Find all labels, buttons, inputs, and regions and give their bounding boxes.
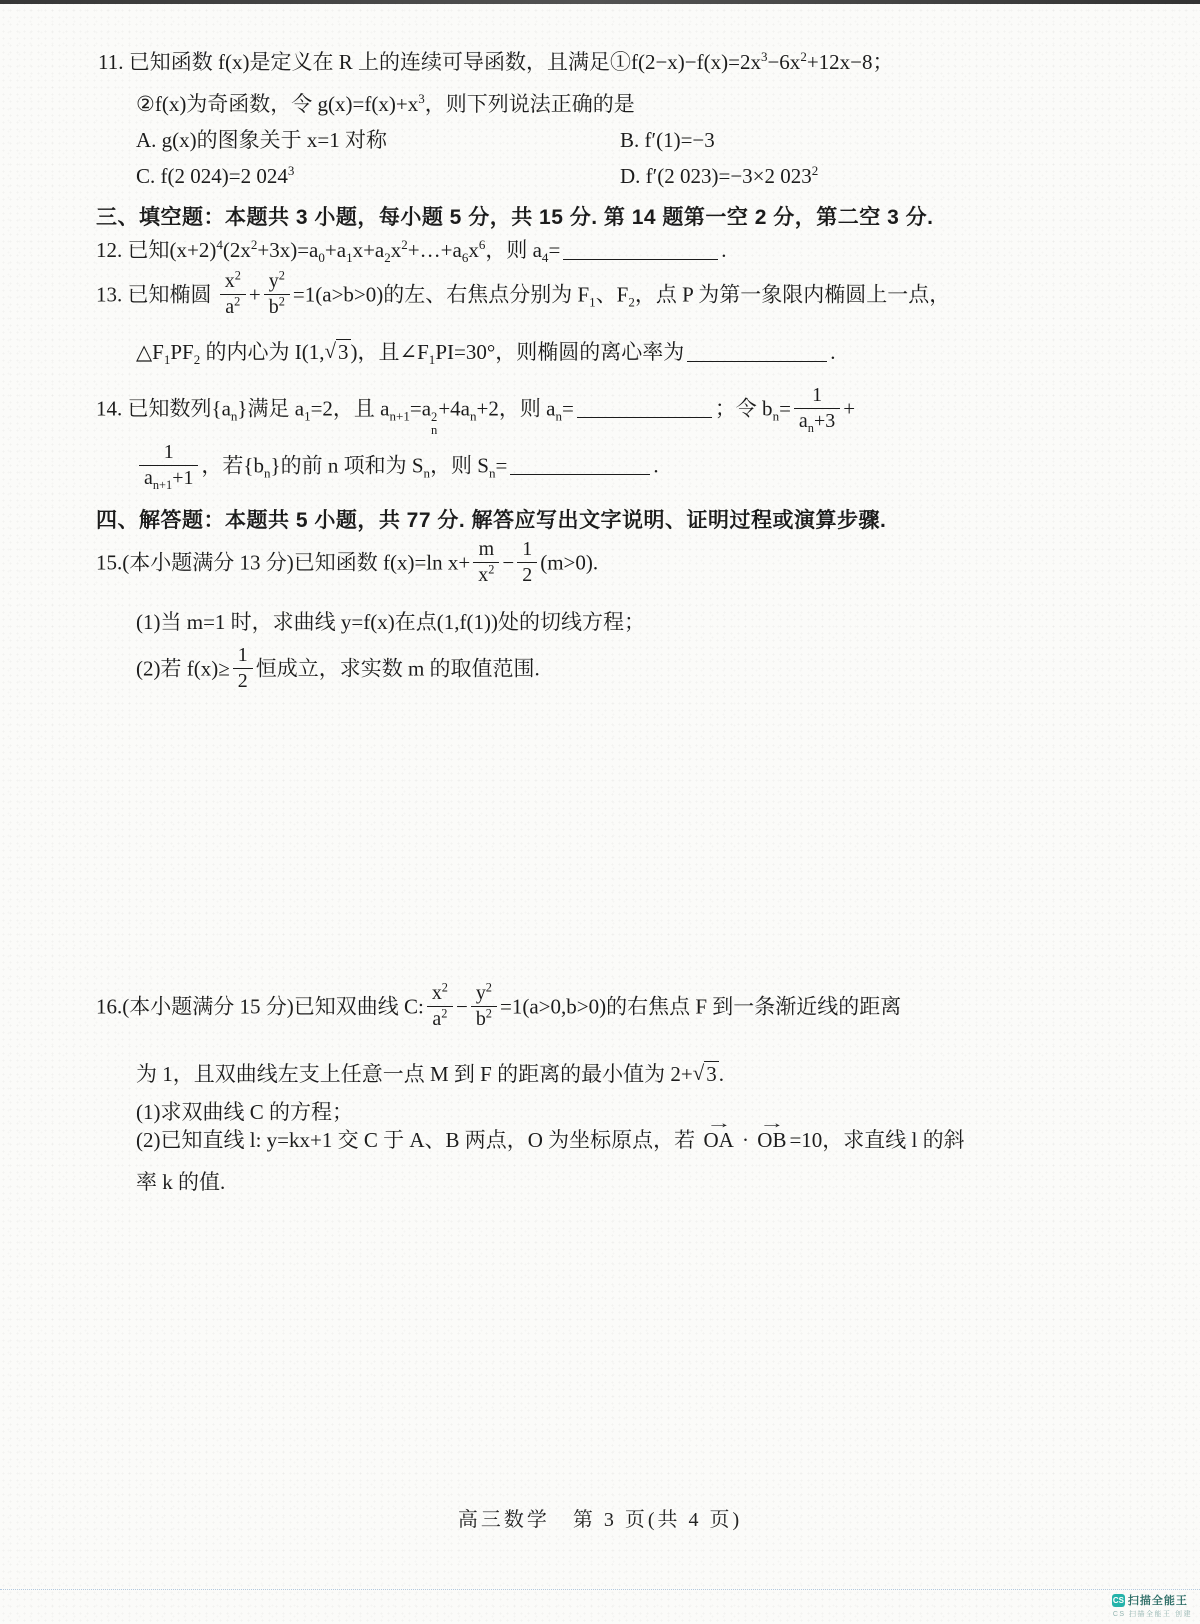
- subscript: n: [772, 408, 780, 424]
- superscript: 2: [234, 294, 241, 309]
- fraction-denominator: $a^2$: [432, 1006, 448, 1030]
- vector-with-arrow: OB →: [757, 1126, 786, 1155]
- camscanner-watermark: [1112, 1592, 1192, 1619]
- q11-option-d: D. f′(2 023)=−3×2 $023^2$: [620, 163, 819, 188]
- fraction-numerator: $x^2$: [220, 270, 246, 295]
- radicand: 3: [338, 340, 349, 364]
- q16-line-1: 16.(本小题满分 15 分)已知双曲线 C: $\frac{x^2}{a^2}$ − $\frac{y^2}{b^2}$ =1(a>0,b>0)的右焦点 F 到一条渐近线的距离: [96, 980, 902, 1030]
- fraction-numerator: 1: [517, 538, 537, 563]
- q15-part-1: (1)当 m=1 时，求曲线 y=f(x)在点(1,f(1))处的切线方程；: [136, 610, 645, 634]
- subscript: 1: [304, 408, 311, 424]
- vector-with-arrow: OA →: [703, 1126, 733, 1155]
- fraction-denominator: $a_n+3$: [798, 409, 836, 435]
- subscript: 1: [163, 352, 171, 368]
- subscript: n: [807, 420, 814, 435]
- superscript: 4: [216, 237, 223, 252]
- square-root: [324, 340, 350, 364]
- q15-part-2: (2)若 f(x)≥ $\frac{1}{2}$ 恒成立，求实数 m 的取值范围.: [136, 644, 540, 692]
- fraction-denominator: $b^2$: [475, 1006, 492, 1030]
- superscript: 3: [287, 163, 295, 178]
- q11-line-1: 11. 已知函数 f(x)是定义在 R 上的连续可导函数，且满足$①f(2-x)-f(x)=2x^3-6x^2+12x-8$；: [98, 49, 894, 74]
- subscript: 1: [346, 250, 353, 266]
- stacked-superscript: 2: [431, 409, 438, 424]
- fraction-denominator: $a^2$: [225, 294, 241, 318]
- q11-option-b: B. f′(1)=−3: [620, 128, 715, 152]
- q14-line-2: $\frac{1}{a_{n+1}+1}$ ，若$\{b_n\}$的前 n 项和为 $S_n$，则 $S_n=$ .: [136, 443, 659, 492]
- watermark-subtext: CS 扫描全能王 创建: [1112, 1611, 1192, 1618]
- watermark-app-name: 扫描全能王: [1127, 1595, 1188, 1607]
- q13-line-1: 13. 已知椭圆 $\frac{x^2}{a^2}$ + $\frac{y^2}{b^2}$ =1(a>b>0)的左、右焦点分别为 $F_1$、$F_2$，点 P 为第一象限内椭圆上一点，: [96, 268, 951, 318]
- subscript: 4: [541, 250, 549, 266]
- superscript: 2: [234, 268, 241, 283]
- q13-line-2: $\triangle F_1PF_2$ 的内心为 I(1,√3)，且$\angle F_1PI=30^\circ$，则椭圆的离心率为 .: [136, 339, 836, 368]
- stacked-subscript: n: [431, 423, 438, 438]
- answer-blank: [563, 255, 718, 260]
- stacked-sub-sup: [431, 411, 437, 437]
- superscript: 2: [401, 237, 408, 252]
- q16-part-1: (1)求双曲线 C 的方程；: [136, 1100, 353, 1124]
- fraction-numerator: $y^2$: [471, 982, 497, 1007]
- watermark-row: [1112, 1592, 1188, 1608]
- superscript: 2: [278, 294, 285, 309]
- q11-option-a: A. g(x)的图象关于 x=1 对称: [136, 128, 387, 152]
- subscript: n: [470, 408, 477, 424]
- fraction-numerator: $x^2$: [427, 982, 453, 1007]
- q16-part-2: (2)已知直线 l: y=kx+1 交 C 于 A、B 两点，O 为坐标原点，若 OA → · OB → =10，求直线 l 的斜: [136, 1126, 965, 1155]
- fraction: [473, 538, 499, 587]
- q15-line-1: 15.(本小题满分 13 分)已知函数 f(x)=ln x+ $\frac{m}{x^2}$ − $\frac{1}{2}$ (m>0).: [96, 538, 599, 586]
- fraction-numerator: $y^2$: [264, 270, 290, 295]
- fraction-denominator: 2: [237, 669, 248, 692]
- subscript: n: [555, 408, 562, 424]
- section-4-header: 四、解答题：本题共 5 小题，共 77 分. 解答应写出文字说明、证明过程或演算步骤.: [96, 509, 887, 532]
- fraction-denominator: 2: [522, 563, 533, 586]
- superscript: 3: [418, 91, 425, 106]
- q16-line-5: 率 k 的值.: [136, 1170, 226, 1194]
- superscript: 2: [488, 562, 495, 577]
- subscript: 6: [461, 250, 469, 266]
- scan-top-edge-artifact: [0, 0, 1200, 4]
- fraction-numerator: 1: [139, 441, 198, 466]
- subscript: 1: [589, 294, 596, 310]
- fraction: [471, 982, 497, 1031]
- superscript: 2: [485, 1006, 492, 1021]
- square-root: [693, 1062, 719, 1086]
- subscript: 2: [193, 352, 201, 368]
- fraction: [517, 538, 537, 587]
- answer-blank: [577, 413, 712, 418]
- fraction: [233, 644, 253, 693]
- fraction-numerator: 1: [794, 384, 840, 409]
- page-footer: 高三数学 第 3 页(共 4 页): [457, 1509, 743, 1531]
- superscript: 3: [760, 49, 768, 64]
- radicand: 3: [706, 1062, 717, 1086]
- subscript: 2: [628, 294, 635, 310]
- subscript: n+1: [389, 408, 410, 424]
- fraction-denominator: $a_{n+1}+1$: [144, 466, 194, 492]
- fraction: [139, 441, 198, 490]
- subscript: n: [264, 465, 271, 481]
- q11-line-2: ②f(x)为奇函数，令 $g(x)=f(x)+x^3$，则下列说法正确的是: [136, 91, 635, 116]
- fraction: [427, 982, 453, 1031]
- superscript: 2: [278, 268, 285, 283]
- section-3-header: 三、填空题：本题共 3 小题，每小题 5 分，共 15 分. 第 14 题第一空 2 分，第二空 3 分.: [96, 206, 934, 229]
- scan-dotted-line-artifact: [0, 1589, 1200, 1590]
- fraction-numerator: 1: [233, 644, 253, 669]
- superscript: 2: [441, 1006, 448, 1021]
- subscript: n: [423, 465, 431, 481]
- fraction-numerator: m: [473, 538, 499, 563]
- q11-option-c: C. f(2 024)=2 $024^3$: [136, 163, 295, 188]
- superscript: 6: [478, 237, 486, 252]
- superscript: 2: [441, 980, 448, 995]
- fraction-denominator: $x^2$: [478, 562, 495, 586]
- answer-blank: [510, 470, 650, 475]
- superscript: 2: [800, 49, 807, 64]
- radical-sign: √: [324, 339, 337, 363]
- subscript: n+1: [152, 477, 173, 492]
- fraction: [264, 270, 290, 319]
- q16-line-2: 为 1，且双曲线左支上任意一点 M 到 F 的距离的最小值为 2+√3.: [136, 1060, 724, 1089]
- subscript: n: [230, 408, 238, 424]
- subscript: 0: [318, 250, 325, 266]
- q12-line: 12. 已知$(x+2)^4(2x^2+3x)=a_0+a_1x+a_2x^2+\dots+a_6x^6$，则 $a_4=$ .: [96, 237, 727, 266]
- fraction: [794, 384, 840, 433]
- subscript: n: [489, 465, 496, 481]
- fraction: [220, 270, 246, 319]
- superscript: 2: [811, 163, 819, 178]
- superscript: 2: [250, 237, 258, 252]
- answer-blank: [687, 357, 827, 362]
- q14-line-1: 14. 已知数列$\{a_n\}$满足 $a_1=2$，且 $a_{n+1}=a$ 2 n $+4a_n+2$，则 $a_n=$ ；令 $b_n=$ $\frac{1}{a_n+3}$ +: [96, 384, 856, 438]
- radical-sign: √: [692, 1061, 705, 1085]
- subscript: 2: [384, 250, 391, 266]
- subscript: 1: [428, 352, 436, 368]
- superscript: 2: [485, 980, 492, 995]
- fraction-denominator: $b^2$: [268, 294, 285, 318]
- camscanner-icon: CS: [1112, 1595, 1124, 1605]
